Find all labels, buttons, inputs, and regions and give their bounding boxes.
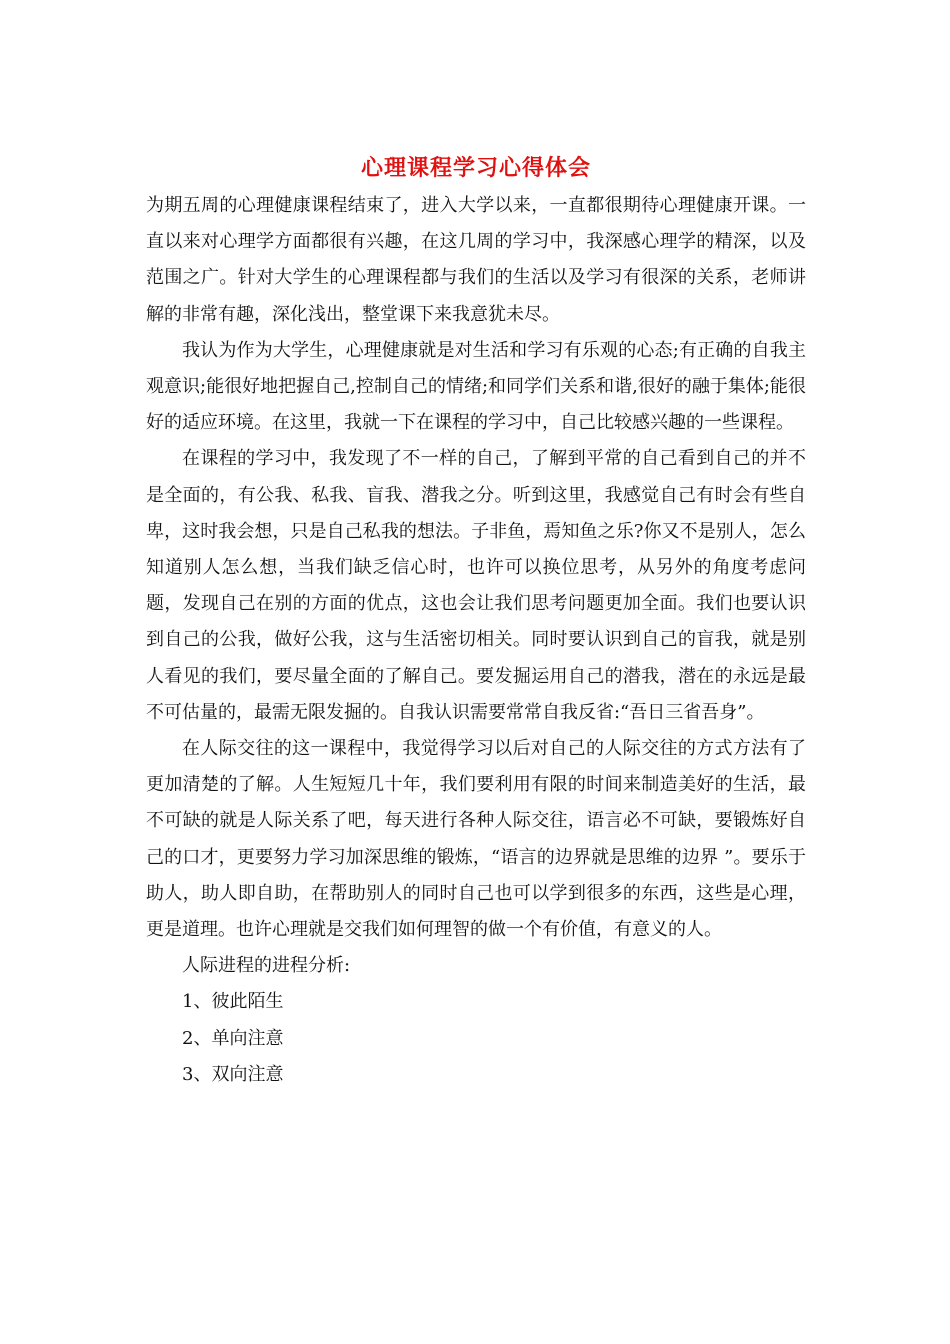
paragraph-mental-health-definition: 我认为作为大学生，心理健康就是对生活和学习有乐观的心态;有正确的自我主观意识;能很好地把握自己,控制自己的情绪;和同学们关系和谐,很好的融于集体;能很好的适应环境。在这里，我就一下在课程的学习中，自己比较感兴趣的一些课程。 [146, 339, 806, 434]
document-title: 心理课程学习心得体会 [360, 156, 591, 181]
paragraph-self-awareness: 在课程的学习中，我发现了不一样的自己，了解到平常的自己看到自己的并不是全面的，有公我、私我、盲我、潜我之分。听到这里，我感觉自己有时会有些自卑，这时我会想，只是自己私我的想法。子非鱼，焉知鱼之乐?你又不是别人，怎么知道别人怎么想，当我们缺乏信心时，也许可以换位思考，从另外的角度考虑问题，发现自己在别的方面的优点，这也会让我们思考问题更加全面。我们也要认识到自己的公我，做好公我，这与生活密切相关。同时要认识到自己的盲我，就是别人看见的我们，要尽量全面的了解自己。要发掘运用自己的潜我，潜在的永远是最不可估量的，最需无限发掘的。自我认识需要常常自我反省:“吾日三省吾身”。 [146, 448, 806, 723]
list-heading: 人际进程的进程分析: [182, 955, 351, 977]
list-item: 3、双向注意 [182, 1063, 284, 1085]
list-item: 2、单向注意 [182, 1027, 284, 1049]
document-page [146, 152, 806, 1093]
paragraph-interpersonal: 在人际交往的这一课程中，我觉得学习以后对自己的人际交往的方式方法有了更加清楚的了解。人生短短几十年，我们要利用有限的时间来制造美好的生活，最不可缺的就是人际关系了吧，每天进行各种人际交往，语言必不可缺，要锻炼好自己的口才，更要努力学习加深思维的锻炼，“语言的边界就是思维的边界 ”。要乐于助人，助人即自助，在帮助别人的同时自己也可以学到很多的东西，这些是心理，更是道理。也许心理就是交我们如何理智的做一个有价值，有意义的人。 [146, 738, 806, 941]
list-item: 1、彼此陌生 [182, 991, 284, 1013]
paragraph-intro: 为期五周的心理健康课程结束了，进入大学以来，一直都很期待心理健康开课。一直以来对心理学方面都很有兴趣，在这几周的学习中，我深感心理学的精深，以及范围之广。针对大学生的心理课程都与我们的生活以及学习有很深的关系，老师讲解的非常有趣，深化浅出，整堂课下来我意犹未尽。 [146, 195, 806, 325]
